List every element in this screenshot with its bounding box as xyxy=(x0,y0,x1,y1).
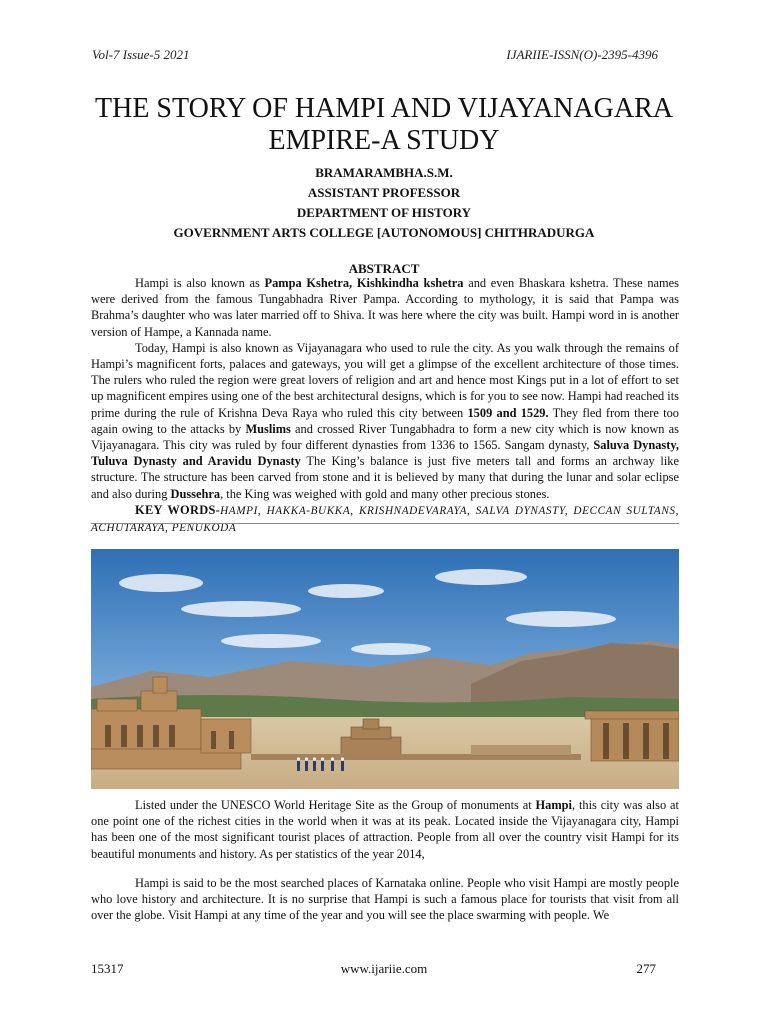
body-paragraph-2: Hampi is said to be the most searched places of Karnataka online. People who visit Hampi are mostly people who love history and architecture. It is no surprise that Hampi is such a famous place for tourists that visit from all over the globe. Visit Hampi at any time of the year and you will see the place swarming with people. We xyxy=(91,876,679,923)
journal-volume: Vol-7 Issue-5 2021 xyxy=(92,47,190,62)
keywords xyxy=(91,502,679,536)
abstract-paragraph-1: Hampi is also known as Pampa Kshetra, Kishkindha kshetra and even Bhaskara kshetra. These names were derived from the famous Tungabhadra River Pampa. According to mythology, it is said that Pampa was Brahma’s daughter who was later married off to Shiva. It was here where the city was built. Hampi word in is another version of Hampe, a Kannada name. xyxy=(91,276,679,339)
paper-id: 15317 xyxy=(91,961,124,976)
abstract-body xyxy=(91,275,679,536)
author-department: DEPARTMENT OF HISTORY xyxy=(296,205,472,220)
body-paragraph-1: Listed under the UNESCO World Heritage Site as the Group of monuments at Hampi, this city was also at one point one of the richest cities in the world when it was at its peak. Located inside the Vijayanagara city, Hampi has been one of the most significant tourist places of attraction. People from all over the country visit Hampi for its beautiful monuments and history. As per statistics of the year 2014, xyxy=(91,798,679,861)
author-position: ASSISTANT PROFESSOR xyxy=(307,185,461,200)
abstract-paragraph-2: Today, Hampi is also known as Vijayanagara who used to rule the city. As you walk through the remains of Hampi’s magnificent forts, palaces and gateways, you will get a glimpse of the excellent architecture of those times. The rulers who ruled the region were great lovers of religion and art and hence most Kings put in a lot of effort to set up magnificent empires using one of the best architectural designs, which is for you to see now. Hampi had reached its prime during the rule of Krishna Deva Raya who ruled this city between 1509 and 1529. They fled from there too again owing to the attacks by Muslims and crossed River Tungabhadra to form a new city which is now known as Vijayanagara. This city was ruled by four different dynasties from 1336 to 1565. Sangam dynasty, Saluva Dynasty, Tuluva Dynasty and Aravidu Dynasty The King’s balance is just five meters tall and forms an archway like structure. The structure has been carved from stone and it is believed by many that during the lunar and solar eclipse and also during Dussehra, the King was weighed with gold and many other precious stones. xyxy=(91,340,679,501)
paper-title: THE STORY OF HAMPI AND VIJAYANAGARA EMPIRE-A STUDY xyxy=(95,93,673,156)
hampi-ruins-photo xyxy=(91,549,679,789)
author-name: BRAMARAMBHA.S.M. xyxy=(315,165,453,180)
journal-website: www.ijariie.com xyxy=(340,961,428,976)
journal-issn: IJARIIE-ISSN(O)-2395-4396 xyxy=(506,47,658,62)
keywords-list: HAMPI, HAKKA-BUKKA, KRISHNADEVARAYA, SALVA DYNASTY, DECCAN SULTANS, ACHUTARAYA, PENUKODA xyxy=(91,504,679,535)
author-block xyxy=(60,163,708,243)
page-number: 277 xyxy=(636,961,656,976)
abstract-heading: ABSTRACT xyxy=(348,261,420,276)
section-divider xyxy=(91,523,679,524)
keywords-label: KEY WORDS- xyxy=(135,502,221,517)
author-institution: GOVERNMENT ARTS COLLEGE [AUTONOMOUS] CHITHRADURGA xyxy=(173,225,595,240)
